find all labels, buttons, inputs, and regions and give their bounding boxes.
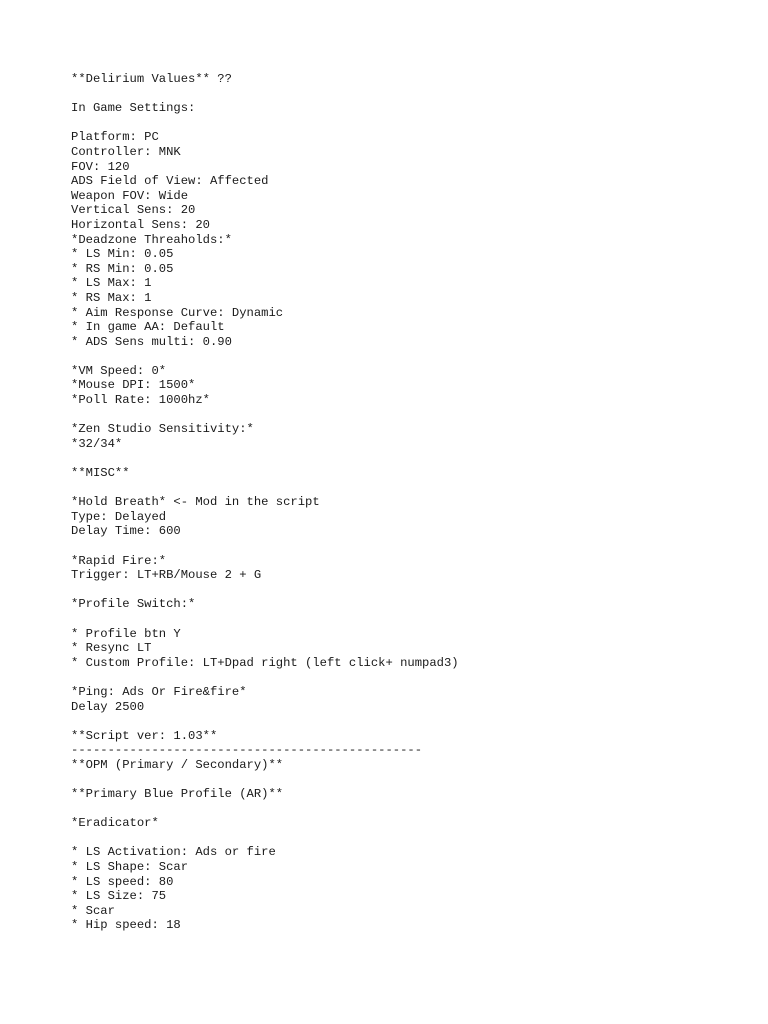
- text-line: * Scar: [71, 903, 115, 918]
- text-line: * Profile btn Y: [71, 626, 181, 641]
- blank-line: [71, 802, 751, 817]
- text-line: In Game Settings:: [71, 101, 196, 116]
- text-line: *Profile Switch:*: [71, 597, 196, 612]
- blank-line: [71, 349, 751, 364]
- text-line: Horizontal Sens: 20: [71, 217, 210, 232]
- text-line: *32/34*: [71, 436, 123, 451]
- text-line: *VM Speed: 0*: [71, 363, 167, 378]
- text-line: FOV: 120: [71, 159, 130, 174]
- blank-line: [71, 408, 751, 423]
- text-line: * In game AA: Default: [71, 320, 225, 335]
- text-line: **MISC**: [71, 466, 130, 481]
- text-line: Delay Time: 600: [71, 524, 181, 539]
- blank-line: [71, 87, 751, 102]
- text-line: * RS Max: 1: [71, 290, 152, 305]
- text-line: *Zen Studio Sensitivity:*: [71, 422, 254, 437]
- text-line: Vertical Sens: 20: [71, 203, 196, 218]
- text-line: Trigger: LT+RB/Mouse 2 + G: [71, 568, 262, 583]
- text-line: * RS Min: 0.05: [71, 261, 174, 276]
- text-line: Controller: MNK: [71, 144, 181, 159]
- text-line: *Hold Breath* <- Mod in the script: [71, 495, 320, 510]
- text-line: * LS Activation: Ads or fire: [71, 845, 276, 860]
- text-line: * ADS Sens multi: 0.90: [71, 334, 232, 349]
- text-line: * LS Size: 75: [71, 889, 167, 904]
- text-line: * LS Shape: Scar: [71, 860, 189, 875]
- blank-line: [71, 831, 751, 846]
- document-text: [71, 72, 751, 933]
- text-line: * LS Min: 0.05: [71, 247, 174, 262]
- text-line: **Script ver: 1.03**: [71, 728, 218, 743]
- text-line: * Hip speed: 18: [71, 918, 181, 933]
- text-line: *Eradicator*: [71, 816, 159, 831]
- blank-line: [71, 583, 751, 598]
- text-line: *Deadzone Threaholds:*: [71, 232, 232, 247]
- blank-line: [71, 612, 751, 627]
- text-line: **Primary Blue Profile (AR)**: [71, 787, 284, 802]
- text-line: ADS Field of View: Affected: [71, 174, 269, 189]
- text-line: *Mouse DPI: 1500*: [71, 378, 196, 393]
- text-line: *Ping: Ads Or Fire&fire*: [71, 684, 247, 699]
- text-line: * LS speed: 80: [71, 874, 174, 889]
- text-line: Weapon FOV: Wide: [71, 188, 189, 203]
- blank-line: [71, 481, 751, 496]
- text-line: * LS Max: 1: [71, 276, 152, 291]
- text-line: ------------------------------------------------: [71, 743, 423, 758]
- text-line: Platform: PC: [71, 130, 159, 145]
- text-line: *Poll Rate: 1000hz*: [71, 393, 210, 408]
- blank-line: [71, 670, 751, 685]
- blank-line: [71, 773, 751, 788]
- text-line: **Delirium Values** ??: [71, 72, 232, 86]
- text-line: *Rapid Fire:*: [71, 553, 167, 568]
- text-line: **OPM (Primary / Secondary)**: [71, 757, 284, 772]
- text-line: * Aim Response Curve: Dynamic: [71, 305, 284, 320]
- text-line: * Resync LT: [71, 641, 152, 656]
- text-line: Delay 2500: [71, 699, 145, 714]
- blank-line: [71, 714, 751, 729]
- blank-line: [71, 451, 751, 466]
- text-line: Type: Delayed: [71, 509, 167, 524]
- text-line: * Custom Profile: LT+Dpad right (left click+ numpad3): [71, 655, 459, 670]
- blank-line: [71, 539, 751, 554]
- blank-line: [71, 116, 751, 131]
